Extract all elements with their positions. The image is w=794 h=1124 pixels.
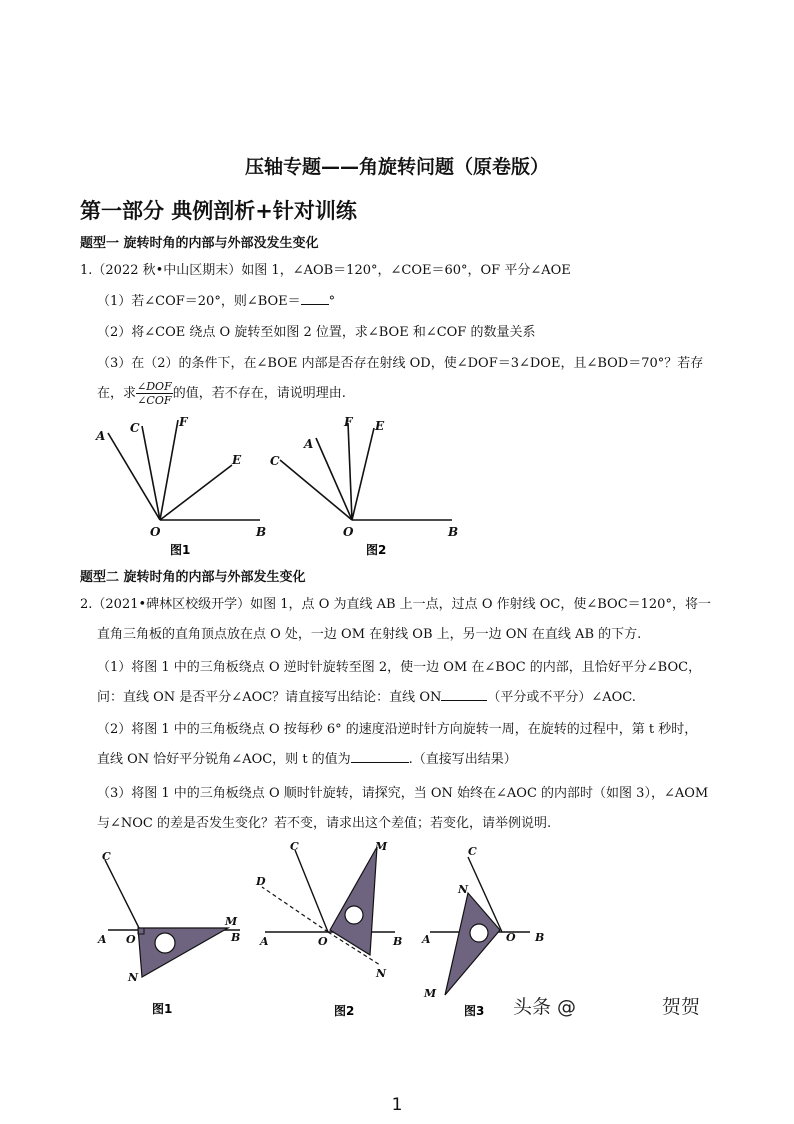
fig1-label-C: C bbox=[102, 850, 111, 863]
q1-fig1-caption: 图1 bbox=[170, 543, 191, 557]
fig2-label-D: D bbox=[256, 875, 266, 888]
fig3-label-N: N bbox=[458, 883, 469, 896]
part-heading: 第一部分 典例剖析+针对训练 bbox=[80, 199, 357, 223]
fig3-label-C: C bbox=[468, 845, 477, 858]
q2-stem-line1: 2.（2021•碑林区校级开学）如图 1，点 O 为直线 AB 上一点，过点 O 作射线 OC，使∠BOC＝120°，将一 bbox=[80, 597, 711, 612]
fig2-triangle bbox=[330, 847, 377, 955]
fig2-label-O: O bbox=[318, 935, 328, 948]
fig1-ray-OE bbox=[160, 465, 232, 520]
q2-part1-line1: （1）将图 1 中的三角板绕点 O 逆时针旋转至图 2，使一边 OM 在∠BOC 的内部，且恰好平分∠BOC， bbox=[97, 660, 702, 675]
fig1-label-C: C bbox=[130, 421, 140, 435]
fig2-label-B: B bbox=[393, 935, 403, 948]
q2-part2-line2-a: 直线 ON 恰好平分锐角∠AOC，则 t 的值为 bbox=[97, 752, 351, 767]
page-title: 压轴专题——角旋转问题（原卷版） bbox=[244, 156, 549, 178]
fig1-label-O: O bbox=[126, 933, 136, 946]
fig2-label-A: A bbox=[304, 437, 314, 451]
triangle-hole bbox=[345, 906, 363, 924]
q1-part3-line2-a: 在，求 bbox=[97, 386, 137, 401]
fig2-label-O: O bbox=[343, 525, 354, 539]
triangle-hole bbox=[155, 933, 175, 953]
answer-blank bbox=[441, 688, 487, 701]
type1-heading: 题型一 旋转时角的内部与外部没发生变化 bbox=[80, 236, 319, 251]
q1-part3-line1: （3）在（2）的条件下，在∠BOE 内部是否存在射线 OD，使∠DOF＝3∠DOE，且∠BOD＝70°？若存 bbox=[97, 356, 704, 371]
fig2-label-A: A bbox=[260, 935, 269, 948]
q2-fig2 bbox=[262, 847, 395, 965]
fig1-label-E: E bbox=[232, 453, 242, 467]
q2-fig1-caption: 图1 bbox=[152, 1002, 173, 1016]
q1-fig2-caption: 图2 bbox=[366, 543, 387, 557]
page-number: 1 bbox=[391, 1095, 403, 1115]
fig1-label-A: A bbox=[98, 933, 107, 946]
fig1-ray-OF bbox=[160, 420, 178, 520]
fig2-label-C: C bbox=[270, 454, 280, 468]
q1-part1-degree: ° bbox=[328, 294, 336, 309]
q2-fig1 bbox=[105, 860, 240, 977]
q2-part1-line2 bbox=[97, 686, 636, 705]
q2-fig3 bbox=[430, 857, 530, 995]
fig1-label-B: B bbox=[256, 525, 267, 539]
fraction bbox=[136, 380, 173, 407]
q2-part2-line2-b: .（直接写出结果） bbox=[408, 752, 517, 767]
q2-part3-line2: 与∠NOC 的差是否发生变化？若不变，请求出这个差值；若变化，请举例说明. bbox=[97, 816, 552, 831]
fig2-label-E: E bbox=[375, 419, 385, 433]
q1-part1-text: （1）若∠COF＝20°，则∠BOE＝ bbox=[97, 294, 301, 309]
fig3-label-O: O bbox=[506, 931, 516, 944]
type2-heading: 题型二 旋转时角的内部与外部发生变化 bbox=[80, 570, 306, 585]
q1-part1 bbox=[97, 290, 335, 309]
fig2-label-B: B bbox=[448, 525, 459, 539]
answer-blank bbox=[351, 750, 409, 763]
fig2-ray-OC bbox=[295, 850, 328, 932]
fig1-triangle bbox=[138, 928, 228, 977]
fig2-ray-OE bbox=[352, 428, 374, 520]
q2-part3-line1: （3）将图 1 中的三角板绕点 O 顺时针旋转，请探究，当 ON 始终在∠AOC 的内部时（如图 3），∠AOM bbox=[97, 786, 709, 801]
fig1-label-M: M bbox=[225, 915, 238, 928]
fraction-denominator: ∠COF bbox=[137, 394, 172, 407]
fig1-ray-OC bbox=[105, 860, 140, 930]
fig2-ray-OD bbox=[262, 887, 328, 932]
q2-stem-line2: 直角三角板的直角顶点放在点 O 处，一边 OM 在射线 OB 上，另一边 ON 在直线 AB 的下方. bbox=[97, 627, 642, 642]
q1-stem: 1.（2022 秋•中山区期末）如图 1，∠AOB＝120°，∠COE＝60°，OF 平分∠AOE bbox=[80, 263, 571, 278]
fig3-label-B: B bbox=[535, 931, 545, 944]
fig1-label-A: A bbox=[96, 429, 106, 443]
q2-part2-line1: （2）将图 1 中的三角板绕点 O 按每秒 6° 的速度沿逆时针方向旋转一周，在旋转的过程中，第 t 秒时， bbox=[97, 722, 698, 737]
q1-figures bbox=[90, 410, 490, 560]
fig2-label-M: M bbox=[375, 840, 388, 853]
fig3-label-M: M bbox=[424, 987, 437, 1000]
watermark-right: 贺贺 bbox=[662, 996, 701, 1018]
fig1-label-N: N bbox=[128, 971, 139, 984]
fraction-numerator: ∠DOF bbox=[137, 380, 172, 393]
q2-part1-line2-b: （平分或不平分）∠AOC. bbox=[487, 690, 636, 705]
triangle-hole bbox=[470, 924, 488, 942]
q2-figures bbox=[90, 835, 560, 1025]
fig2-ray-OA bbox=[316, 438, 352, 520]
q2-fig2-caption: 图2 bbox=[334, 1004, 355, 1018]
q1-part3-line2 bbox=[97, 380, 346, 407]
fig2-label-C: C bbox=[290, 840, 299, 853]
fig2-ray-OF bbox=[348, 423, 352, 520]
fig3-label-A: A bbox=[422, 933, 431, 946]
q2-part1-line2-a: 问：直线 ON 是否平分∠AOC？请直接写出结论：直线 ON bbox=[97, 690, 442, 705]
answer-blank bbox=[301, 292, 329, 305]
q1-part3-line2-b: 的值，若不存在，请说明理由. bbox=[172, 386, 346, 401]
fig1-label-O: O bbox=[150, 525, 161, 539]
fig2-ray-OC bbox=[280, 460, 352, 520]
fig1-label-F: F bbox=[179, 415, 188, 429]
q2-part2-line2 bbox=[97, 748, 517, 767]
fig1-label-B: B bbox=[231, 931, 241, 944]
q2-fig3-caption: 图3 bbox=[464, 1004, 485, 1018]
fig2-label-F: F bbox=[344, 415, 353, 429]
watermark-left: 头条 @ bbox=[513, 996, 577, 1018]
fig2-label-N: N bbox=[376, 967, 387, 980]
q1-part2: （2）将∠COE 绕点 O 旋转至如图 2 位置，求∠BOE 和∠COF 的数量关系 bbox=[97, 325, 536, 340]
